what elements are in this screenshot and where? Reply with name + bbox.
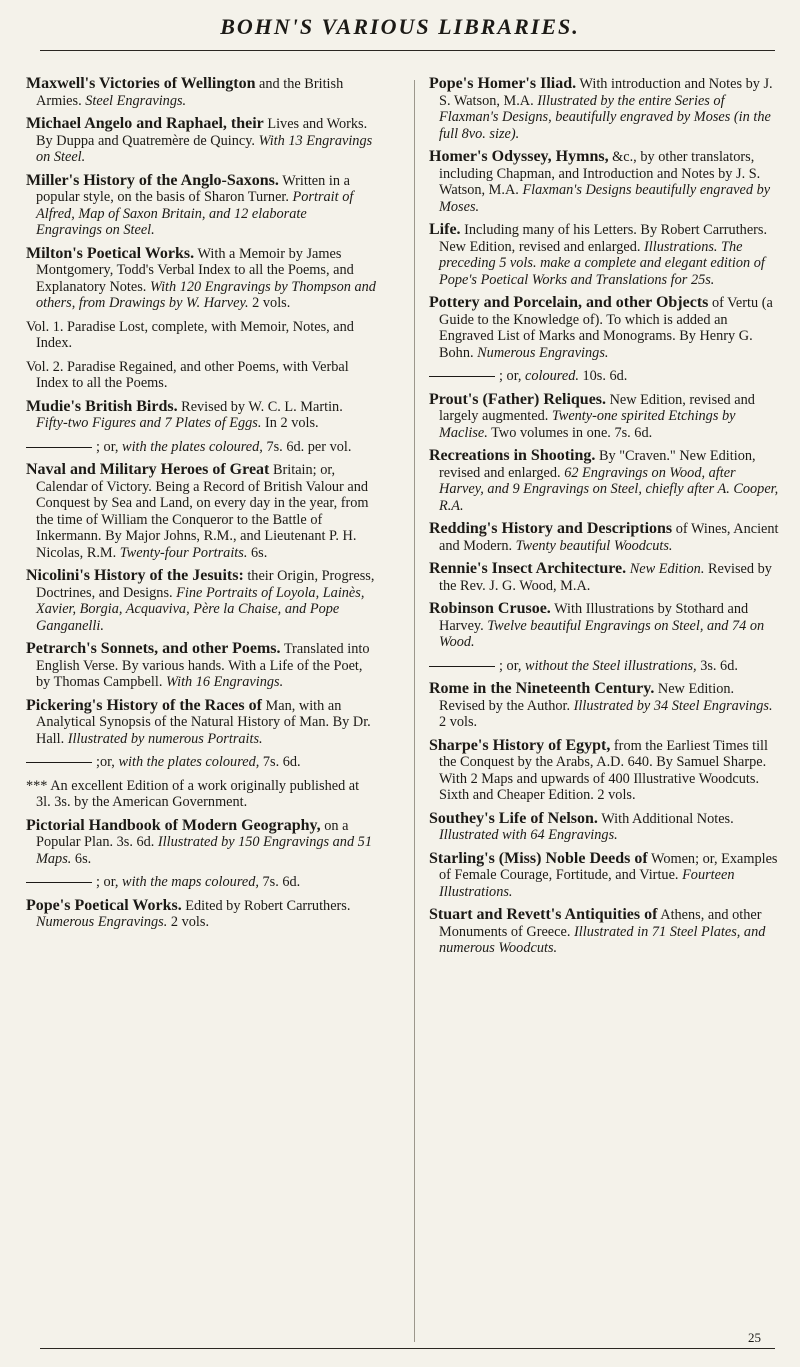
entry-title: Maxwell's Victories of Wellington <box>26 75 256 92</box>
entry-illustrations: Illustrated by the entire Series of Flaxman's Designs, beautifully engraved by Moses (in the full 8vo. size). <box>439 92 771 142</box>
entry-title: Sharpe's History of Egypt, <box>429 736 611 754</box>
entry-illustrations: Twenty-four Portraits. <box>119 544 248 561</box>
entry-title: Prout's (Father) Reliques. <box>429 390 607 408</box>
entry-illustrations: 62 Engravings on Wood, after Harvey, and 9 Engravings on Steel, chiefly after A. Cooper, R.A. <box>439 464 779 514</box>
catalogue-entry <box>26 462 376 561</box>
entry-description: Lives and Works. By Duppa and Quatremère de Quincy. <box>36 116 368 149</box>
entry-price: 2 vols. <box>439 714 478 730</box>
catalogue-entry <box>429 681 779 731</box>
entry-illustrations: Portrait of Alfred, Map of Saxon Britain, and 12 elaborate Engravings on Steel. <box>36 189 354 238</box>
entry-illustrations: coloured. <box>525 368 579 384</box>
entry-description: on a Popular Plan. 3s. 6d. <box>36 817 349 850</box>
entry-description: With Additional Notes. <box>597 810 734 827</box>
entry-title: Pope's Poetical Works. <box>26 896 182 914</box>
right-column <box>429 76 779 964</box>
entry-description: from the Earliest Times till the Conquest by the Arabs, A.D. 640. By Samuel Sharpe. With 2 Maps and upwards of 400 Illustrative Woodcuts. Sixth and Cheaper Edition. 2 vols. <box>439 737 769 803</box>
entry-description: New Edition. Revised by the Author. <box>439 681 735 714</box>
catalogue-entry <box>26 898 376 931</box>
bottom-rule <box>40 1348 775 1349</box>
catalogue-entry <box>26 874 376 891</box>
catalogue-entry <box>429 448 779 514</box>
catalogue-entry <box>429 149 779 215</box>
catalogue-entry <box>429 561 779 594</box>
catalogue-entry <box>429 811 779 844</box>
entry-title: Pottery and Porcelain, and other Objects <box>429 294 709 311</box>
entry-description: New Edition, revised and largely augmented. <box>439 391 755 424</box>
entry-illustrations: Illustrations. The preceding 5 vols. make a complete and elegant edition of Pope's Poetical Works and Translations for 25s. <box>439 238 765 288</box>
entry-description: With Illustrations by Stothard and Harvey. <box>439 601 749 634</box>
page-number: 25 <box>748 1330 761 1345</box>
catalogue-entry <box>429 601 779 651</box>
entry-description: Man, with an Analytical Synopsis of the Natural History of Man. By Dr. Hall. <box>36 697 371 747</box>
entry-title: Redding's History and Descriptions <box>429 520 673 537</box>
entry-title: Nicolini's History of the Jesuits: <box>26 567 244 584</box>
entry-illustrations: with the maps coloured, <box>122 874 259 890</box>
entry-description: ; or, <box>96 438 123 455</box>
ditto-dash <box>429 376 495 377</box>
ditto-dash <box>26 447 92 448</box>
catalogue-entry <box>26 641 376 691</box>
catalogue-entry <box>429 295 779 361</box>
column-divider <box>414 80 415 1342</box>
entry-price: Revised by the Rev. J. G. Wood, M.A. <box>439 561 772 594</box>
catalogue-entry <box>26 754 376 771</box>
entry-price: 2 vols. <box>167 914 210 930</box>
catalogue-entry <box>26 76 376 109</box>
entry-price: In 2 vols. <box>261 415 319 431</box>
catalogue-entry <box>429 222 779 288</box>
entry-description: of Vertu (a Guide to the Knowledge of). To which is added an Engraved List of Marks and Monograms. By Henry G. Bohn. <box>439 295 773 361</box>
entry-description: Britain; or, Calendar of Victory. Being a Record of British Valour and Conquest by Sea and Land, on every day in the year, from the time of William the Conqueror to the Battle of Inkermann. By Major Johns, R.M., and Lieutenant P. H. Nicolas, R.M. <box>36 462 369 561</box>
entry-illustrations: with the plates coloured, <box>118 754 260 770</box>
entry-price: 7s. 6d. <box>259 754 301 770</box>
catalogue-entry <box>26 319 376 352</box>
entry-description: their Origin, Progress, Doctrines, and Designs. <box>36 568 375 601</box>
entry-title: Rennie's Insect Architecture. <box>429 560 627 577</box>
entry-title: Pickering's History of the Races of <box>26 696 262 714</box>
entry-price: 10s. 6d. <box>578 368 628 384</box>
entry-title: Homer's Odyssey, Hymns, <box>429 148 609 165</box>
entry-description: Edited by Robert Carruthers. <box>181 897 351 914</box>
entry-title: Recreations in Shooting. <box>429 447 596 464</box>
entry-description: Vol. 2. Paradise Regained, and other Poems, with Verbal Index to all the Poems. <box>26 358 349 391</box>
entry-title: Milton's Poetical Works. <box>26 244 195 262</box>
ditto-dash <box>26 882 92 883</box>
entry-price: 6s. <box>71 850 92 867</box>
entry-title: Southey's Life of Nelson. <box>429 809 598 827</box>
top-rule <box>40 50 775 51</box>
entry-illustrations: Illustrated by 34 Steel Engravings. <box>573 697 773 714</box>
catalogue-entry <box>26 173 376 239</box>
entry-title: Robinson Crusoe. <box>429 600 551 617</box>
entry-illustrations: with the plates coloured, <box>122 438 263 455</box>
entry-description: Vol. 1. Paradise Lost, complete, with Memoir, Notes, and Index. <box>26 318 354 351</box>
entry-description: With a Memoir by James Montgomery, Todd's Verbal Index to all the Poems, and Explanatory Notes. <box>36 245 354 295</box>
catalogue-entry <box>26 399 376 432</box>
entry-title: Rome in the Nineteenth Century. <box>429 680 655 697</box>
entry-description: Translated into English Verse. By various hands. With a Life of the Poet, by Thomas Campbell. <box>36 641 370 690</box>
entry-description: Athens, and other Monuments of Greece. <box>439 907 762 940</box>
entry-illustrations: Numerous Engravings. <box>36 914 168 930</box>
entry-illustrations: Illustrated with 64 Engravings. <box>439 827 618 843</box>
entry-illustrations: Numerous Engravings. <box>477 344 609 361</box>
entry-price: 7s. 6d. <box>258 874 301 890</box>
entry-title: Starling's (Miss) Noble Deeds of <box>429 849 648 867</box>
catalogue-entry <box>26 818 376 868</box>
entry-price: 2 vols. <box>248 295 291 311</box>
catalogue-entry <box>26 439 376 456</box>
catalogue-entry <box>429 658 779 675</box>
catalogue-entry <box>26 116 376 166</box>
entry-title: Stuart and Revett's Antiquities of <box>429 906 658 923</box>
catalogue-entry <box>26 246 376 312</box>
entry-illustrations: Steel Engravings. <box>85 92 187 109</box>
catalogue-entry <box>26 698 376 748</box>
entry-description: *** An excellent Edition of a work originally published at 3l. 3s. by the American Government. <box>26 777 360 810</box>
entry-description: With introduction and Notes by J. S. Watson, M.A. <box>439 76 773 109</box>
catalogue-entry <box>26 778 376 811</box>
entry-description: Including many of his Letters. By Robert Carruthers. New Edition, revised and enlarged. <box>439 222 768 255</box>
entry-description: &c., by other translators, including Chapman, and Introduction and Notes by J. S. Watson, M.A. <box>439 149 761 198</box>
catalogue-entry <box>429 368 779 385</box>
entry-title: Mudie's British Birds. <box>26 397 178 415</box>
entry-description: By "Craven." New Edition, revised and enlarged. <box>439 448 756 481</box>
entry-illustrations: Illustrated by 150 Engravings and 51 Maps. <box>36 834 372 867</box>
entry-illustrations: Fifty-two Figures and 7 Plates of Eggs. <box>36 415 262 431</box>
entry-description: ; or, <box>499 368 526 384</box>
entry-illustrations: without the Steel illustrations, <box>525 657 697 674</box>
entry-illustrations: Twenty beautiful Woodcuts. <box>515 537 673 554</box>
entry-description: Women; or, Examples of Female Courage, Fortitude, and Virtue. <box>439 850 778 883</box>
ditto-dash <box>26 762 92 763</box>
entry-illustrations: With 13 Engravings on Steel. <box>36 132 373 165</box>
entry-description: and the British Armies. <box>36 76 344 109</box>
entry-title: Pictorial Handbook of Modern Geography, <box>26 816 321 834</box>
catalogue-entry <box>429 907 779 957</box>
entry-description: Revised by W. C. L. Martin. <box>177 398 343 415</box>
entry-title: Naval and Military Heroes of Great <box>26 461 270 478</box>
catalogue-entry <box>26 359 376 392</box>
entry-title: Life. <box>429 221 461 238</box>
catalogue-entry <box>26 568 376 634</box>
entry-illustrations: Illustrated by numerous Portraits. <box>67 730 263 747</box>
entry-price: 3s. 6d. <box>696 657 738 674</box>
entry-description: ; or, <box>96 874 123 890</box>
entry-price: 7s. 6d. per vol. <box>262 438 352 455</box>
entry-illustrations: New Edition. <box>629 561 705 577</box>
entry-price: 6s. <box>247 544 268 561</box>
entry-description: ;or, <box>96 754 119 770</box>
entry-illustrations: Twelve beautiful Engravings on Steel, and 74 on Wood. <box>439 617 765 650</box>
entry-illustrations: With 16 Engravings. <box>165 674 284 690</box>
entry-illustrations: Fourteen Illustrations. <box>439 867 735 900</box>
entry-illustrations: Flaxman's Designs beautifully engraved by Moses. <box>439 182 771 215</box>
entry-price: Two volumes in one. 7s. 6d. <box>487 424 653 441</box>
entry-illustrations: Fine Portraits of Loyola, Lainès, Xavier, Borgia, Acquaviva, Père la Chaise, and Pope Ganganelli. <box>36 584 365 634</box>
running-head: BOHN'S VARIOUS LIBRARIES. <box>220 14 580 39</box>
entry-title: Miller's History of the Anglo-Saxons. <box>26 171 279 189</box>
catalogue-entry <box>429 76 779 142</box>
entry-illustrations: With 120 Engravings by Thompson and others, from Drawings by W. Harvey. <box>36 278 376 311</box>
entry-title: Pope's Homer's Iliad. <box>429 75 577 92</box>
entry-description: Written in a popular style, on the basis of Sharon Turner. <box>36 172 350 205</box>
left-column <box>26 76 376 938</box>
entry-description: of Wines, Ancient and Modern. <box>439 521 779 554</box>
catalogue-entry <box>429 851 779 901</box>
entry-title: Michael Angelo and Raphael, their <box>26 115 264 132</box>
entry-illustrations: Illustrated in 71 Steel Plates, and numerous Woodcuts. <box>439 923 766 956</box>
catalogue-entry <box>429 392 779 442</box>
catalogue-entry <box>429 738 779 804</box>
catalogue-entry <box>429 521 779 554</box>
entry-description: ; or, <box>499 657 526 674</box>
ditto-dash <box>429 666 495 667</box>
entry-illustrations: Twenty-one spirited Etchings by Maclise. <box>439 408 736 441</box>
entry-title: Petrarch's Sonnets, and other Poems. <box>26 640 281 657</box>
